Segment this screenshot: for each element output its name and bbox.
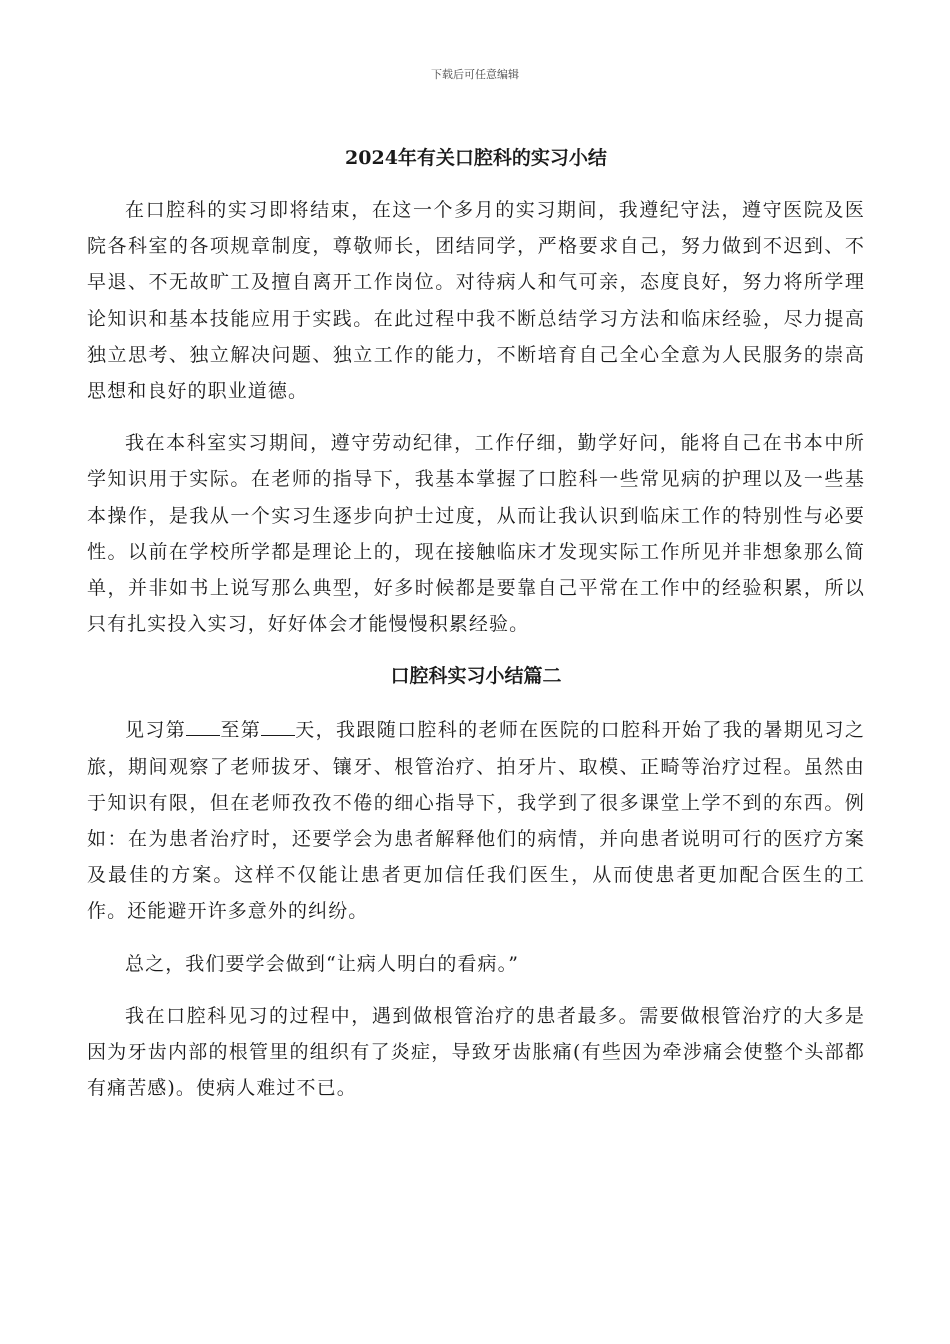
document-body [87,140,865,1122]
section-title: 口腔科实习小结篇二 [390,665,562,688]
blank-line [261,717,295,736]
section-paragraph-2: 总之，我们要学会做到“让病人明白的看病。” [125,952,520,975]
paragraph-2: 我在本科室实习期间，遵守劳动纪律，工作仔细，勤学好问，能将自己在书本中所学知识用于实际。在老师的指导下，我基本掌握了口腔科一些常见病的护理以及一些基本操作，是我从一个实习生逐步向护士过度，从而让我认识到临床工作的特别性与必要性。以前在学校所学都是理论上的，现在接触临床才发现实际工作所见并非想象那么简单，并非如书上说写那么典型，好多时候都是要靠自己平常在工作中的经验积累，所以只有扎实投入实习，好好体会才能慢慢积累经验。 [87,432,865,636]
section-paragraph-1 [87,712,865,929]
document-title: 2024年有关口腔科的实习小结 [345,147,607,169]
text-fragment: 天，我跟随口腔科的老师在医院的口腔科开始了我的暑期见习之旅，期间观察了老师拔牙、镶牙、根管治疗、拍牙片、取模、正畸等治疗过程。虽然由于知识有限，但在老师孜孜不倦的细心指导下，我学到了很多课堂上学不到的东西。例如：在为患者治疗时，还要学会为患者解释他们的病情，并向患者说明可行的医疗方案及最佳的方案。这样不仅能让患者更加信任我们医生，从而使患者更加配合医生的工作。还能避开许多意外的纠纷。 [87,719,865,923]
section-paragraph-3: 我在口腔科见习的过程中，遇到做根管治疗的患者最多。需要做根管治疗的大多是因为牙齿内部的根管里的组织有了炎症，导致牙齿胀痛(有些因为牵涉痛会使整个头部都有痛苦感)。使病人难过不已。 [87,1004,865,1100]
text-fragment: 至第 [220,719,262,742]
text-fragment: 见习第 [125,719,187,742]
header-note: 下载后可任意编辑 [431,68,519,81]
blank-line [186,717,220,736]
paragraph-1: 在口腔科的实习即将结束，在这一个多月的实习期间，我遵纪守法，遵守医院及医院各科室的各项规章制度，尊敬师长，团结同学，严格要求自己，努力做到不迟到、不早退、不无故旷工及擅自离开工作岗位。对待病人和气可亲，态度良好，努力将所学理论知识和基本技能应用于实践。在此过程中我不断总结学习方法和临床经验，尽力提高独立思考、独立解决问题、独立工作的能力，不断培育自己全心全意为人民服务的崇高思想和良好的职业道德。 [87,199,865,403]
